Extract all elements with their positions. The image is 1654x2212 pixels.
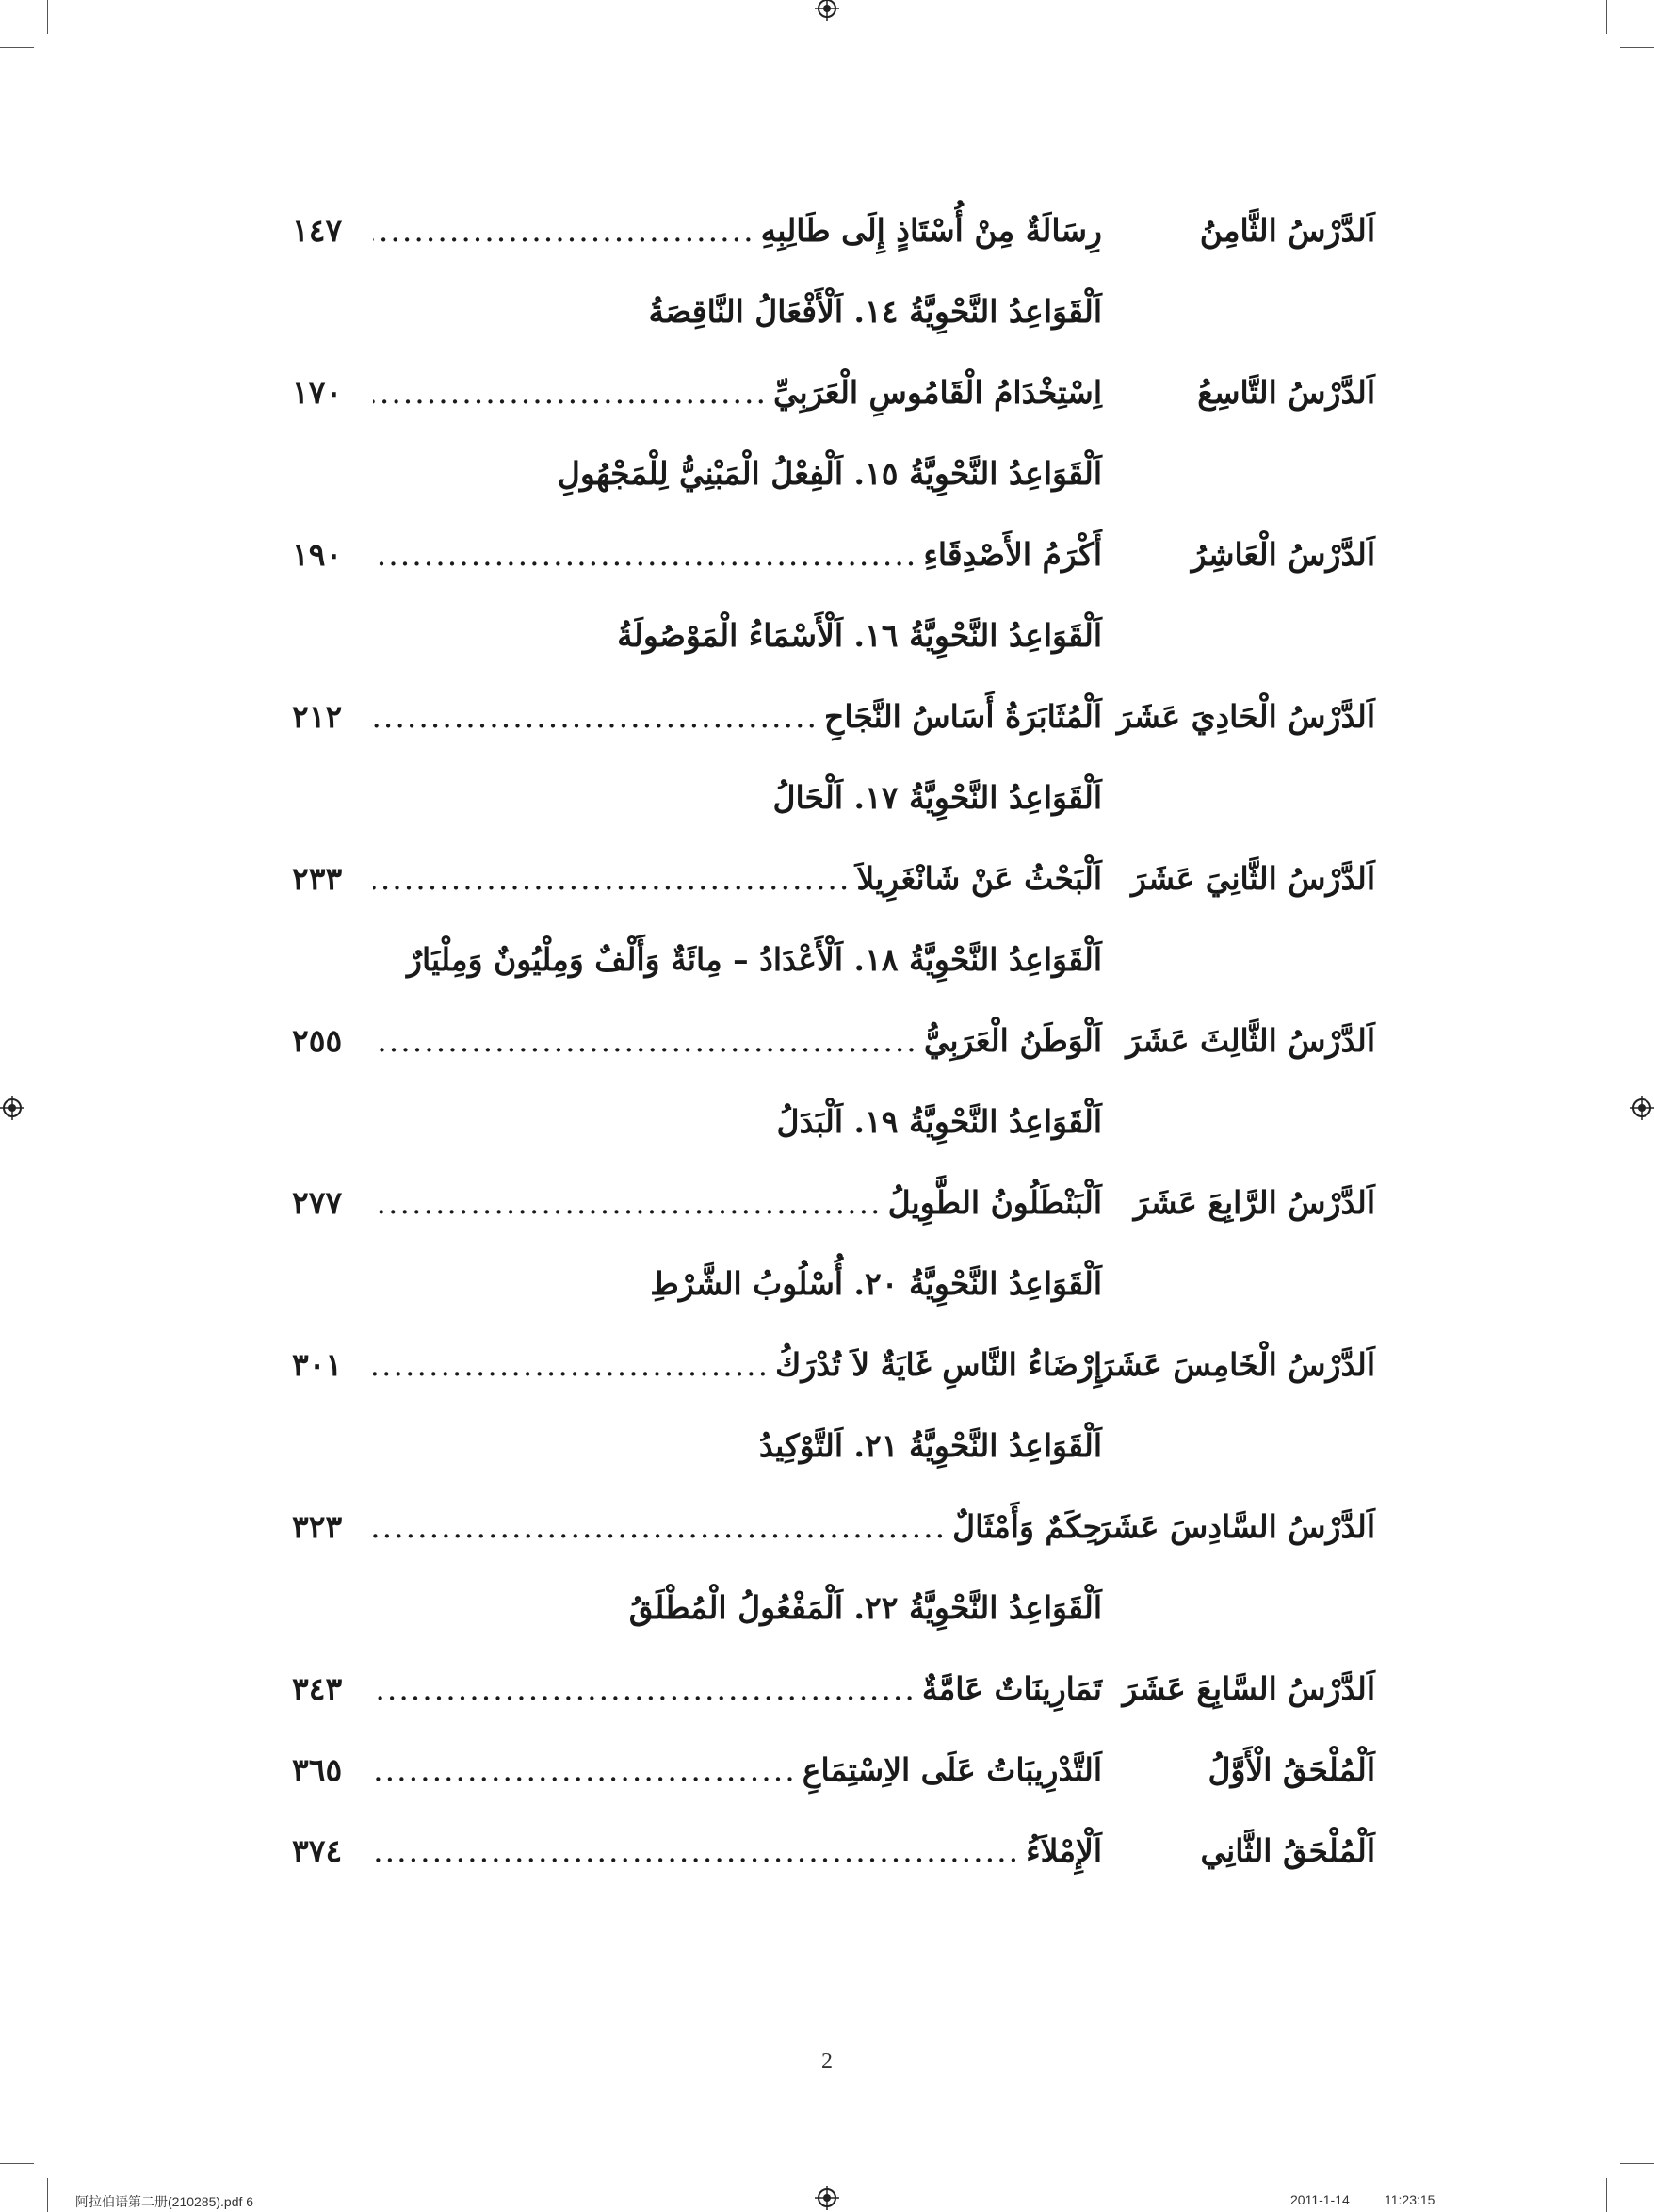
toc-lesson-row: [292, 1337, 1375, 1393]
lesson-label: اَلدَّرْسُ الْخَامِسَ عَشَرَ: [1098, 1346, 1375, 1383]
appendix-label: اَلْمُلْحَقُ الْأَوَّلُ: [1208, 1751, 1375, 1788]
grammar-topic: اَلْقَوَاعِدُ النَّحْوِيَّةُ ١٧. اَلْحَالُ: [772, 779, 1102, 816]
lesson-label: اَلدَّرْسُ الثَّانِيَ عَشَرَ: [1130, 860, 1375, 897]
grammar-topic: اَلْقَوَاعِدُ النَّحْوِيَّةُ ١٦. اَلْأَسْمَاءُ الْمَوْصُولَةُ: [617, 617, 1102, 654]
slug-filename: 阿拉伯语第二册(210285).pdf 6: [75, 2194, 254, 2209]
toc-lesson-row: [292, 1661, 1375, 1717]
lesson-title: حِكَمٌ وَأَمْثَالٌ: [952, 1508, 1102, 1545]
dot-leader: [373, 1661, 916, 1717]
toc-grammar-row: [292, 1580, 1375, 1636]
page-folio: 2: [821, 2049, 833, 2074]
toc-grammar-row: [292, 1418, 1375, 1474]
toc-lesson-row: [292, 1013, 1375, 1069]
page-number: ٣٠١: [292, 1346, 343, 1383]
lesson-label: اَلدَّرْسُ التَّاسِعُ: [1197, 374, 1375, 411]
grammar-topic: اَلْقَوَاعِدُ النَّحْوِيَّةُ ١٥. اَلْفِعْلُ الْمَبْنِيُّ لِلْمَجْهُولِ: [557, 455, 1102, 492]
page-number: ٣٦٥: [292, 1751, 343, 1788]
lesson-title: رِسَالَةٌ مِنْ أُسْتَاذٍ إِلَى طَالِبِهِ: [760, 212, 1102, 249]
dot-leader: [373, 365, 768, 421]
toc-lesson-row: [292, 527, 1375, 583]
grammar-topic: اَلْقَوَاعِدُ النَّحْوِيَّةُ ١٤. اَلْأَفْعَالُ النَّاقِصَةُ: [648, 293, 1102, 330]
lesson-label: اَلدَّرْسُ السَّادِسَ عَشَرَ: [1095, 1508, 1375, 1545]
dot-leader: [373, 1175, 883, 1231]
toc-lesson-row: [292, 1175, 1375, 1231]
toc-grammar-row: [292, 770, 1375, 826]
dot-leader: [373, 689, 819, 745]
toc-lesson-row: [292, 203, 1375, 259]
dot-leader: [373, 1742, 797, 1798]
lesson-label: اَلدَّرْسُ السَّابِعَ عَشَرَ: [1122, 1670, 1375, 1707]
toc-lesson-row: [292, 851, 1375, 907]
page-number: ٢٣٣: [292, 860, 343, 897]
appendix-title: اَلتَّدْرِيبَاتُ عَلَى الاِسْتِمَاعِ: [802, 1751, 1102, 1788]
dot-leader: [373, 851, 851, 907]
toc-grammar-row: [292, 284, 1375, 340]
grammar-topic: اَلْقَوَاعِدُ النَّحْوِيَّةُ ٢٠. أُسْلُوبُ الشَّرْطِ: [650, 1265, 1102, 1302]
page-number: ١٧٠: [292, 374, 343, 411]
page-number: ١٤٧: [292, 212, 343, 249]
dot-leader: [373, 527, 917, 583]
grammar-topic: اَلْقَوَاعِدُ النَّحْوِيَّةُ ٢١. اَلتَّوْكِيدُ: [758, 1427, 1102, 1464]
lesson-title: اَلْبَنْطَلُونُ الطَّوِيلُ: [887, 1184, 1102, 1221]
toc-lesson-row: [292, 689, 1375, 745]
grammar-topic: اَلْقَوَاعِدُ النَّحْوِيَّةُ ١٩. اَلْبَدَلُ: [776, 1103, 1102, 1140]
lesson-title: اِسْتِخْدَامُ الْقَامُوسِ الْعَرَبِيِّ: [773, 374, 1102, 411]
dot-leader: [373, 1823, 1020, 1879]
page-number: ٢١٢: [292, 698, 343, 735]
lesson-title: تَمَارِينَاتٌ عَامَّةٌ: [921, 1670, 1102, 1707]
grammar-topic: اَلْقَوَاعِدُ النَّحْوِيَّةُ ٢٢. اَلْمَفْعُولُ الْمُطْلَقُ: [628, 1589, 1102, 1626]
dot-leader: [373, 1337, 770, 1393]
page-number: ٣٢٣: [292, 1508, 343, 1545]
lesson-label: اَلدَّرْسُ الثَّالِثَ عَشَرَ: [1126, 1022, 1375, 1059]
lesson-label: اَلدَّرْسُ الْعَاشِرُ: [1191, 536, 1375, 573]
page-number: ٢٥٥: [292, 1022, 343, 1059]
appendix-title: اَلْإِمْلاَءُ: [1026, 1832, 1102, 1869]
toc-grammar-row: [292, 1256, 1375, 1312]
dot-leader: [373, 1013, 918, 1069]
toc-appendix-row: [292, 1823, 1375, 1879]
lesson-title: اَلْوَطَنُ الْعَرَبِيُّ: [923, 1022, 1102, 1059]
lesson-title: اَلْبَحْثُ عَنْ شَانْغَرِيلاَ: [856, 860, 1102, 897]
toc-lesson-row: [292, 1499, 1375, 1555]
page-number: ١٩٠: [292, 536, 343, 573]
appendix-label: اَلْمُلْحَقُ الثَّانِي: [1200, 1832, 1375, 1869]
dot-leader: [373, 203, 755, 259]
lesson-title: أَكْرَمُ الأَصْدِقَاءِ: [923, 536, 1102, 573]
page-number: ٣٤٣: [292, 1670, 343, 1707]
toc-lesson-row: [292, 365, 1375, 421]
slug-date: 2011-1-14: [1290, 2192, 1350, 2207]
page-number: ٣٧٤: [292, 1832, 343, 1869]
lesson-label: اَلدَّرْسُ الثَّامِنُ: [1199, 212, 1375, 249]
toc-grammar-row: [292, 446, 1375, 502]
toc-grammar-row: [292, 932, 1375, 988]
lesson-label: اَلدَّرْسُ الْحَادِيَ عَشَرَ: [1116, 698, 1375, 735]
toc-grammar-row: [292, 608, 1375, 664]
toc-appendix-row: [292, 1742, 1375, 1798]
lesson-title: اَلْمُثَابَرَةُ أَسَاسُ النَّجَاحِ: [824, 698, 1102, 735]
slug-time: 11:23:15: [1385, 2192, 1435, 2207]
lesson-label: اَلدَّرْسُ الرَّابِعَ عَشَرَ: [1133, 1184, 1375, 1221]
page-number: ٢٧٧: [292, 1184, 343, 1221]
dot-leader: [373, 1499, 947, 1555]
grammar-topic: اَلْقَوَاعِدُ النَّحْوِيَّةُ ١٨. اَلْأَعْدَادُ – مِائَةٌ وَأَلْفٌ وَمِلْيُونٌ وَمِلْيَارٌ: [407, 941, 1102, 978]
toc-grammar-row: [292, 1094, 1375, 1150]
lesson-title: إِرْضَاءُ النَّاسِ غَايَةٌ لاَ تُدْرَكُ: [775, 1346, 1102, 1383]
